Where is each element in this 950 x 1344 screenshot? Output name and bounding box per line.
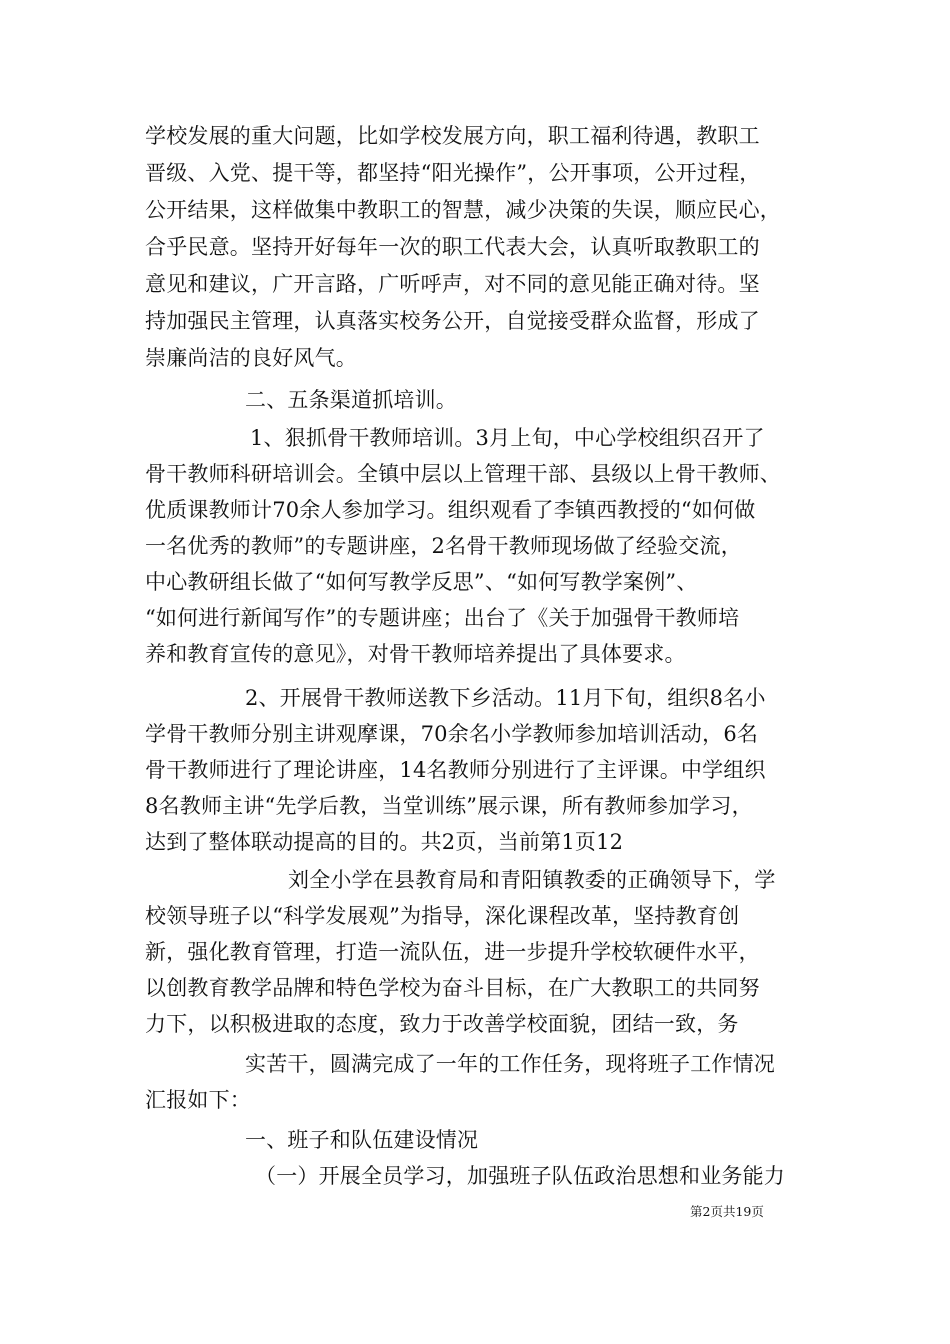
text-line-24: 以创教育教学品牌和特色学校为奋斗目标，在广大教职工的共同努 bbox=[145, 976, 760, 1000]
text-line-21: 刘全小学在县教育局和青阳镇教委的正确领导下，学 bbox=[288, 868, 776, 892]
text-line-2: 晋级、入党、提干等，都坚持“阳光操作”，公开事项，公开过程， bbox=[145, 161, 761, 185]
text-line-1: 学校发展的重大问题，比如学校发展方向，职工福利待遇，教职工 bbox=[145, 124, 760, 148]
text-line-16: 2、开展骨干教师送教下乡活动。11月下旬，组织8名小 bbox=[245, 686, 766, 710]
text-line-11: 优质课教师计70余人参加学习。组织观看了李镇西教授的“如何做 bbox=[145, 498, 756, 522]
text-line-18: 骨干教师进行了理论讲座，14名教师分别进行了主评课。中学组织 bbox=[145, 758, 766, 782]
text-line-26: 实苦干，圆满完成了一年的工作任务，现将班子工作情况 bbox=[245, 1052, 775, 1076]
text-line-12: 一名优秀的教师”的专题讲座，2名骨干教师现场做了经验交流， bbox=[145, 534, 742, 558]
text-line-27: 汇报如下： bbox=[145, 1088, 251, 1112]
page-number-footer: 第2页共19页 bbox=[690, 1204, 764, 1219]
text-line-10: 骨干教师科研培训会。全镇中层以上管理干部、县级以上骨干教师、 bbox=[145, 462, 781, 486]
section-heading-1: 一、班子和队伍建设情况 bbox=[245, 1128, 479, 1152]
text-line-4: 合乎民意。坚持开好每年一次的职工代表大会，认真听取教职工的 bbox=[145, 235, 760, 259]
text-line-23: 新，强化教育管理，打造一流队伍，进一步提升学校软硬件水平， bbox=[145, 940, 760, 964]
text-line-17: 学骨干教师分别主讲观摩课，70余名小学教师参加培训活动，6名 bbox=[145, 722, 759, 746]
text-line-13: 中心教研组长做了“如何写教学反思”、“如何写教学案例”、 bbox=[145, 570, 698, 594]
text-line-14: “如何进行新闻写作”的专题讲座；出台了《关于加强骨干教师培 bbox=[145, 606, 740, 630]
text-line-19: 8名教师主讲“先学后教，当堂训练”展示课，所有教师参加学习， bbox=[145, 794, 753, 818]
text-line-20: 达到了整体联动提高的目的。共2页，当前第1页12 bbox=[145, 830, 624, 854]
text-line-22: 校领导班子以“科学发展观”为指导，深化课程改革，坚持教育创 bbox=[145, 904, 740, 928]
text-line-6: 持加强民主管理，认真落实校务公开，自觉接受群众监督，形成了 bbox=[145, 309, 760, 333]
text-line-7: 崇廉尚洁的良好风气。 bbox=[145, 346, 357, 370]
text-line-9: 1、狠抓骨干教师培训。3月上旬，中心学校组织召开了 bbox=[250, 426, 765, 450]
text-line-25: 力下，以积极进取的态度，致力于改善学校面貌，团结一致，务 bbox=[145, 1012, 739, 1036]
subsection-heading-1: （一）开展全员学习，加强班子队伍政治思想和业务能力 bbox=[255, 1164, 785, 1188]
text-line-5: 意见和建议，广开言路，广听呼声，对不同的意见能正确对待。坚 bbox=[145, 272, 760, 296]
text-line-3: 公开结果，这样做集中教职工的智慧，减少决策的失误，顺应民心， bbox=[145, 198, 781, 222]
section-heading-2: 二、五条渠道抓培训。 bbox=[245, 388, 457, 412]
text-line-15: 养和教育宣传的意见》，对骨干教师培养提出了具体要求。 bbox=[145, 642, 686, 666]
